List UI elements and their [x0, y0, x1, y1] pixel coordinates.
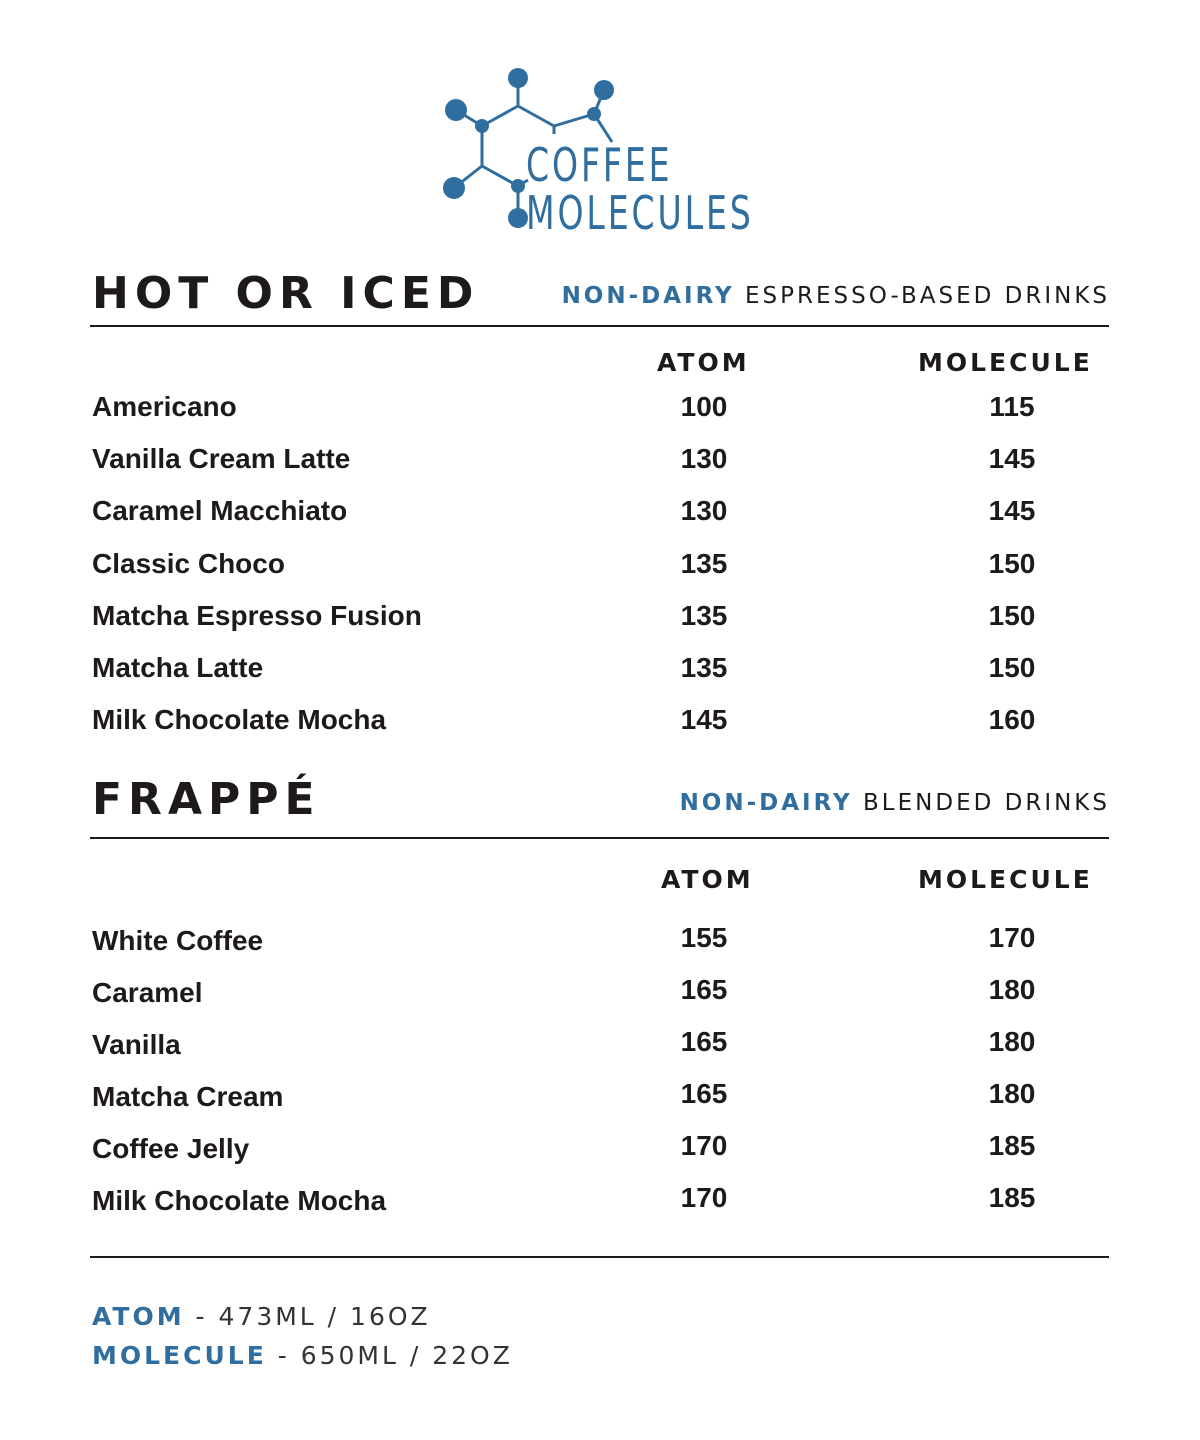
- price-atom: 130: [680, 495, 728, 526]
- size-legend-molecule: [92, 1341, 513, 1370]
- menu-row: [92, 600, 1092, 640]
- menu-row: [92, 922, 1092, 962]
- footer-divider: [90, 1256, 1109, 1258]
- item-name: Americano: [92, 391, 237, 422]
- section-subtitle-hot-iced: [562, 283, 1110, 309]
- price-molecule: 115: [989, 391, 1035, 422]
- price-molecule: 180: [988, 1026, 1036, 1057]
- price-molecule: 145: [988, 495, 1036, 526]
- size-legend-atom: [92, 1302, 431, 1331]
- column-header-molecule: MOLECULE: [918, 348, 1093, 377]
- legend-detail: - 650ML / 22OZ: [266, 1341, 513, 1370]
- item-name: Milk Chocolate Mocha: [92, 704, 387, 735]
- price-atom: 170: [680, 1182, 728, 1213]
- legend-label: MOLECULE: [92, 1341, 267, 1370]
- brand-name-line1: COFFEE: [526, 138, 673, 192]
- item-name: White Coffee: [92, 925, 264, 956]
- menu-row: [92, 704, 1092, 744]
- legend-label: ATOM: [92, 1302, 185, 1331]
- price-molecule: 150: [988, 600, 1036, 631]
- menu-row: [92, 443, 1092, 483]
- section-divider: [90, 837, 1109, 839]
- price-molecule: 150: [988, 652, 1036, 683]
- menu-row: [92, 974, 1092, 1014]
- section-divider: [90, 325, 1109, 327]
- price-molecule: 185: [988, 1182, 1036, 1213]
- section-title-frappe: FRAPPÉ: [92, 774, 321, 825]
- price-atom: 165: [680, 974, 728, 1005]
- item-name: Vanilla: [92, 1029, 181, 1060]
- price-molecule: 180: [988, 1078, 1036, 1109]
- subtitle-accent: NON-DAIRY: [679, 790, 853, 816]
- section-subtitle-frappe: [680, 790, 1110, 816]
- price-atom: 165: [680, 1026, 728, 1057]
- section-title-hot-iced: HOT OR ICED: [92, 268, 480, 319]
- price-atom: 100: [680, 391, 728, 422]
- price-atom: 165: [680, 1078, 728, 1109]
- menu-row: [92, 495, 1092, 535]
- menu-row: [92, 1182, 1092, 1222]
- price-atom: 155: [680, 922, 728, 953]
- brand-name-line2: MOLECULES: [526, 186, 754, 240]
- menu-row: [92, 1130, 1092, 1170]
- price-molecule: 160: [988, 704, 1036, 735]
- price-atom: 135: [680, 600, 728, 631]
- column-header-atom: ATOM: [661, 865, 754, 894]
- item-name: Caramel: [92, 977, 203, 1008]
- subtitle-rest: BLENDED DRINKS: [852, 790, 1110, 816]
- subtitle-accent: NON-DAIRY: [561, 283, 735, 309]
- menu-row: [92, 391, 1092, 431]
- brand-logo: [436, 62, 766, 238]
- item-name: Caramel Macchiato: [92, 495, 348, 526]
- price-molecule: 180: [988, 974, 1036, 1005]
- menu-row: [92, 652, 1092, 692]
- legend-detail: - 473ML / 16OZ: [184, 1302, 431, 1331]
- price-atom: 145: [680, 704, 728, 735]
- menu-row: [92, 1026, 1092, 1066]
- item-name: Matcha Latte: [92, 652, 264, 683]
- item-name: Coffee Jelly: [92, 1133, 250, 1164]
- price-atom: 170: [680, 1130, 728, 1161]
- column-header-molecule: MOLECULE: [918, 865, 1093, 894]
- price-molecule: 170: [988, 922, 1036, 953]
- price-atom: 135: [680, 652, 728, 683]
- item-name: Vanilla Cream Latte: [92, 443, 351, 474]
- subtitle-rest: ESPRESSO-BASED DRINKS: [734, 283, 1110, 309]
- price-molecule: 150: [988, 548, 1036, 579]
- menu-row: [92, 548, 1092, 588]
- price-molecule: 145: [988, 443, 1036, 474]
- price-atom: 135: [680, 548, 728, 579]
- item-name: Milk Chocolate Mocha: [92, 1185, 387, 1216]
- price-molecule: 185: [988, 1130, 1036, 1161]
- menu-row: [92, 1078, 1092, 1118]
- price-atom: 130: [680, 443, 728, 474]
- item-name: Matcha Cream: [92, 1081, 284, 1112]
- column-header-atom: ATOM: [657, 348, 750, 377]
- item-name: Classic Choco: [92, 548, 285, 579]
- item-name: Matcha Espresso Fusion: [92, 600, 422, 631]
